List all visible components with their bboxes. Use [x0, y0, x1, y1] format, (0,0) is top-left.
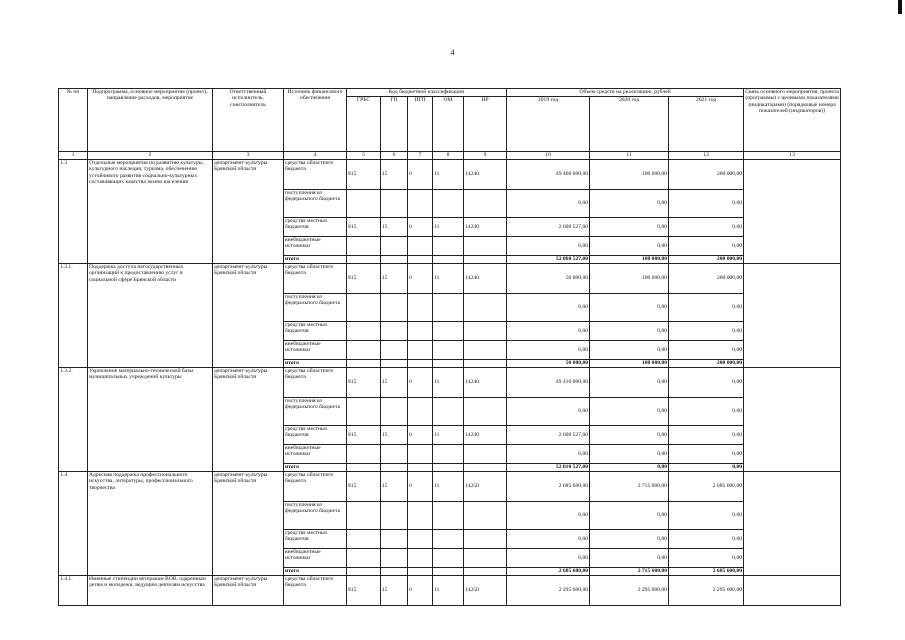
amount-2020: 100 000,00 — [590, 264, 669, 294]
responsible-executor: департамент культуры Брянской области — [213, 160, 284, 264]
code-pgp: 0 — [408, 160, 433, 190]
code-gp — [381, 237, 408, 256]
total-2020: 0,00 — [590, 464, 669, 472]
code-om: 11 — [433, 264, 464, 294]
total-2020: 2 715 600,00 — [590, 568, 669, 576]
header-source: Источник финансового обеспечения — [284, 89, 347, 152]
column-number: 2 — [88, 152, 213, 160]
page-number: 4 — [450, 48, 455, 57]
code-om — [433, 445, 464, 464]
code-nr: 14250 — [464, 576, 507, 606]
amount-2020: 0,00 — [590, 398, 669, 426]
amount-2019: 0,00 — [507, 445, 590, 464]
code-gp: 15 — [381, 264, 408, 294]
funding-source: внебюджетные источники — [284, 445, 347, 464]
code-grbs: 815 — [347, 264, 381, 294]
item-description: Укрепление материально-технической базы муниципальных учреждений культуры — [88, 368, 213, 472]
amount-2019: 0,00 — [507, 322, 590, 341]
amount-2019: 2 600 527,00 — [507, 218, 590, 237]
amount-2019: 0,00 — [507, 237, 590, 256]
amount-2019: 2 600 527,00 — [507, 426, 590, 445]
code-grbs — [347, 398, 381, 426]
code-gp: 15 — [381, 472, 408, 502]
total-code-empty — [347, 360, 381, 368]
code-grbs — [347, 502, 381, 530]
header-volume-group: Объем средств на реализацию, рублей — [507, 89, 744, 97]
total-code-empty — [464, 568, 507, 576]
code-pgp: 0 — [408, 218, 433, 237]
column-number: 13 — [744, 152, 841, 160]
indicator-link-cell — [744, 472, 841, 576]
code-om — [433, 502, 464, 530]
code-om — [433, 530, 464, 549]
amount-2019: 0,00 — [507, 502, 590, 530]
funding-source: средства местных бюджетов — [284, 530, 347, 549]
code-grbs: 815 — [347, 160, 381, 190]
total-2021: 0,00 — [669, 464, 744, 472]
code-nr: 14240 — [464, 160, 507, 190]
indicator-link-cell — [744, 264, 841, 368]
total-code-empty — [464, 464, 507, 472]
amount-2020: 0,00 — [590, 426, 669, 445]
total-code-empty — [464, 256, 507, 264]
amount-2021: 0,00 — [669, 341, 744, 360]
code-grbs — [347, 530, 381, 549]
amount-2021: 200 000,00 — [669, 160, 744, 190]
code-nr — [464, 294, 507, 322]
table-row — [59, 472, 841, 502]
code-pgp — [408, 341, 433, 360]
code-nr — [464, 549, 507, 568]
code-pgp — [408, 445, 433, 464]
column-number: 1 — [59, 152, 88, 160]
scan-edge-mark — [898, 0, 902, 14]
funding-source: средства местных бюджетов — [284, 218, 347, 237]
column-number: 6 — [381, 152, 408, 160]
indicator-link-cell — [744, 368, 841, 472]
code-om: 11 — [433, 218, 464, 237]
code-pgp: 0 — [408, 264, 433, 294]
code-om: 11 — [433, 368, 464, 398]
table-row — [59, 368, 841, 398]
code-gp: 15 — [381, 160, 408, 190]
total-code-empty — [381, 256, 408, 264]
amount-2020: 0,00 — [590, 368, 669, 398]
code-grbs — [347, 549, 381, 568]
code-nr: 14240 — [464, 426, 507, 445]
header-gp: ГП — [381, 97, 408, 152]
code-nr: 14250 — [464, 472, 507, 502]
item-number: 1.3.1. — [59, 264, 88, 368]
item-description: Отдельные мероприятия по развитию культуры, культурного наследия, туризма, обеспечению устойчивого развития социально-культурных составляющих качества жизни населения — [88, 160, 213, 264]
amount-2021: 0,00 — [669, 190, 744, 218]
total-label: итого — [284, 568, 347, 576]
amount-2021: 0,00 — [669, 398, 744, 426]
amount-2021: 0,00 — [669, 426, 744, 445]
code-nr — [464, 341, 507, 360]
code-grbs — [347, 190, 381, 218]
code-nr — [464, 398, 507, 426]
item-description: Поддержка доступа негосударственных организаций к предоставлению услуг в социальной сфере Брянской области — [88, 264, 213, 368]
total-code-empty — [433, 568, 464, 576]
column-number: 11 — [590, 152, 669, 160]
code-pgp — [408, 294, 433, 322]
code-gp — [381, 190, 408, 218]
code-pgp: 0 — [408, 472, 433, 502]
total-code-empty — [381, 568, 408, 576]
code-om — [433, 294, 464, 322]
funding-source: поступления из федерального бюджета — [284, 502, 347, 530]
total-code-empty — [408, 256, 433, 264]
code-nr — [464, 530, 507, 549]
code-gp — [381, 549, 408, 568]
item-number: 1.3 — [59, 160, 88, 264]
total-code-empty — [464, 360, 507, 368]
total-2021: 200 000,00 — [669, 360, 744, 368]
amount-2020: 0,00 — [590, 502, 669, 530]
amount-2019: 0,00 — [507, 190, 590, 218]
code-om — [433, 237, 464, 256]
total-code-empty — [433, 256, 464, 264]
amount-2019: 0,00 — [507, 549, 590, 568]
amount-2021: 200 000,00 — [669, 264, 744, 294]
code-om — [433, 398, 464, 426]
indicator-link-cell — [744, 160, 841, 264]
funding-source: внебюджетные источники — [284, 237, 347, 256]
column-number: 10 — [507, 152, 590, 160]
code-gp: 15 — [381, 368, 408, 398]
amount-2019: 0,00 — [507, 341, 590, 360]
code-om — [433, 341, 464, 360]
header-grbs: ГРБС — [347, 97, 381, 152]
code-grbs: 815 — [347, 368, 381, 398]
code-om: 11 — [433, 576, 464, 606]
total-2019: 2 685 600,00 — [507, 568, 590, 576]
responsible-executor: департамент культуры Брянской области — [213, 368, 284, 472]
code-om — [433, 549, 464, 568]
code-om: 11 — [433, 160, 464, 190]
code-nr: 14240 — [464, 218, 507, 237]
funding-source: поступления из федерального бюджета — [284, 398, 347, 426]
funding-source: средства областного бюджета — [284, 264, 347, 294]
total-2020: 100 000,00 — [590, 256, 669, 264]
column-number: 7 — [408, 152, 433, 160]
amount-2020: 0,00 — [590, 294, 669, 322]
amount-2021: 0,00 — [669, 237, 744, 256]
total-label: итого — [284, 360, 347, 368]
code-gp — [381, 445, 408, 464]
code-om — [433, 190, 464, 218]
header-year-2020: 2020 год — [590, 97, 669, 152]
amount-2020: 2 295 600,00 — [590, 576, 669, 606]
amount-2019: 2 295 600,00 — [507, 576, 590, 606]
amount-2021: 0,00 — [669, 368, 744, 398]
amount-2020: 0,00 — [590, 190, 669, 218]
code-om: 11 — [433, 426, 464, 445]
item-description: Адресная поддержка профессионального искусства, литературы, профессионального творчества — [88, 472, 213, 576]
code-nr: 14240 — [464, 368, 507, 398]
funding-source: средства областного бюджета — [284, 576, 347, 606]
amount-2019: 49 410 000,00 — [507, 368, 590, 398]
amount-2021: 0,00 — [669, 502, 744, 530]
amount-2020: 0,00 — [590, 218, 669, 237]
amount-2021: 0,00 — [669, 445, 744, 464]
total-2019: 52 060 527,00 — [507, 256, 590, 264]
amount-2020: 2 715 600,00 — [590, 472, 669, 502]
amount-2021: 0,00 — [669, 218, 744, 237]
header-indicator-link: Связь основного мероприятия, проекта (программы) с целевыми показателями (индикаторами) (порядковые номера показателей (индикаторов)) — [744, 89, 841, 152]
responsible-executor: департамент культуры Брянской области — [213, 264, 284, 368]
amount-2021: 2 295 600,00 — [669, 576, 744, 606]
column-number: 5 — [347, 152, 381, 160]
header-pgp: ПГП — [408, 97, 433, 152]
code-pgp — [408, 530, 433, 549]
total-code-empty — [433, 464, 464, 472]
total-code-empty — [347, 256, 381, 264]
amount-2019: 0,00 — [507, 398, 590, 426]
code-om — [433, 322, 464, 341]
amount-2021: 0,00 — [669, 530, 744, 549]
code-pgp — [408, 237, 433, 256]
amount-2021: 0,00 — [669, 294, 744, 322]
total-code-empty — [347, 464, 381, 472]
amount-2020: 0,00 — [590, 549, 669, 568]
code-nr — [464, 190, 507, 218]
funding-source: внебюджетные источники — [284, 549, 347, 568]
budget-table — [58, 88, 841, 606]
amount-2020: 100 000,00 — [590, 160, 669, 190]
column-number: 12 — [669, 152, 744, 160]
code-grbs: 815 — [347, 426, 381, 445]
code-gp — [381, 322, 408, 341]
code-pgp — [408, 322, 433, 341]
code-gp — [381, 294, 408, 322]
total-2021: 2 685 600,00 — [669, 568, 744, 576]
code-gp: 15 — [381, 576, 408, 606]
code-grbs — [347, 341, 381, 360]
code-pgp — [408, 502, 433, 530]
code-nr — [464, 322, 507, 341]
code-pgp — [408, 190, 433, 218]
amount-2020: 0,00 — [590, 322, 669, 341]
code-om: 11 — [433, 472, 464, 502]
amount-2019: 49 460 000,00 — [507, 160, 590, 190]
header-nr: НР — [464, 97, 507, 152]
funding-source: поступления из федерального бюджета — [284, 190, 347, 218]
header-budget-code-group: Код бюджетной классификации — [347, 89, 507, 97]
code-nr — [464, 237, 507, 256]
funding-source: средства местных бюджетов — [284, 322, 347, 341]
amount-2020: 0,00 — [590, 445, 669, 464]
code-grbs: 815 — [347, 218, 381, 237]
header-no: № пп — [59, 89, 88, 152]
total-code-empty — [408, 360, 433, 368]
code-gp — [381, 530, 408, 549]
total-2021: 200 000,00 — [669, 256, 744, 264]
amount-2020: 0,00 — [590, 530, 669, 549]
code-nr — [464, 445, 507, 464]
header-executor: Ответственный исполнитель, соисполнитель — [213, 89, 284, 152]
total-code-empty — [381, 464, 408, 472]
amount-2019: 50 000,00 — [507, 264, 590, 294]
code-grbs — [347, 322, 381, 341]
code-gp — [381, 398, 408, 426]
amount-2020: 0,00 — [590, 237, 669, 256]
table-row — [59, 264, 841, 294]
column-number: 4 — [284, 152, 347, 160]
total-label: итого — [284, 464, 347, 472]
code-gp: 15 — [381, 426, 408, 445]
code-grbs — [347, 445, 381, 464]
code-pgp: 0 — [408, 426, 433, 445]
table-row — [59, 576, 841, 606]
total-code-empty — [433, 360, 464, 368]
amount-2019: 0,00 — [507, 294, 590, 322]
item-number: 1.3.2. — [59, 368, 88, 472]
total-2019: 52 010 527,00 — [507, 464, 590, 472]
code-gp — [381, 502, 408, 530]
code-grbs: 815 — [347, 576, 381, 606]
amount-2020: 0,00 — [590, 341, 669, 360]
code-pgp — [408, 549, 433, 568]
total-code-empty — [381, 360, 408, 368]
total-code-empty — [347, 568, 381, 576]
responsible-executor: департамент культуры Брянской области — [213, 472, 284, 576]
amount-2021: 0,00 — [669, 549, 744, 568]
header-year-2021: 2021 год — [669, 97, 744, 152]
code-nr — [464, 502, 507, 530]
total-2019: 50 000,00 — [507, 360, 590, 368]
header-year-2019: 2019 год — [507, 97, 590, 152]
code-pgp: 0 — [408, 576, 433, 606]
code-gp: 15 — [381, 218, 408, 237]
amount-2021: 2 685 600,00 — [669, 472, 744, 502]
total-2020: 100 000,00 — [590, 360, 669, 368]
header-om: ОМ — [433, 97, 464, 152]
total-code-empty — [408, 568, 433, 576]
header-name: Подпрограмма, основное мероприятие (проект), направление расходов, мероприятие — [88, 89, 213, 152]
responsible-executor: департамент культуры Брянской области — [213, 576, 284, 606]
code-grbs: 815 — [347, 472, 381, 502]
code-grbs — [347, 294, 381, 322]
funding-source: средства областного бюджета — [284, 160, 347, 190]
item-number: 1.4.1. — [59, 576, 88, 606]
column-number: 8 — [433, 152, 464, 160]
funding-source: средства местных бюджетов — [284, 426, 347, 445]
code-grbs — [347, 237, 381, 256]
amount-2021: 0,00 — [669, 322, 744, 341]
total-code-empty — [408, 464, 433, 472]
item-description: Именные стипендии ветеранам ВОВ, одаренным детям и молодежи, ведущим деятелям искусства — [88, 576, 213, 606]
code-pgp: 0 — [408, 368, 433, 398]
item-number: 1.4. — [59, 472, 88, 576]
indicator-link-cell — [744, 576, 841, 606]
funding-source: средства областного бюджета — [284, 368, 347, 398]
amount-2019: 0,00 — [507, 530, 590, 549]
total-label: итого — [284, 256, 347, 264]
funding-source: внебюджетные источники — [284, 341, 347, 360]
column-number-row — [59, 152, 841, 160]
funding-source: поступления из федерального бюджета — [284, 294, 347, 322]
funding-source: средства областного бюджета — [284, 472, 347, 502]
code-gp — [381, 341, 408, 360]
code-pgp — [408, 398, 433, 426]
table-row — [59, 160, 841, 190]
amount-2019: 2 685 600,00 — [507, 472, 590, 502]
code-nr: 14240 — [464, 264, 507, 294]
column-number: 3 — [213, 152, 284, 160]
column-number: 9 — [464, 152, 507, 160]
